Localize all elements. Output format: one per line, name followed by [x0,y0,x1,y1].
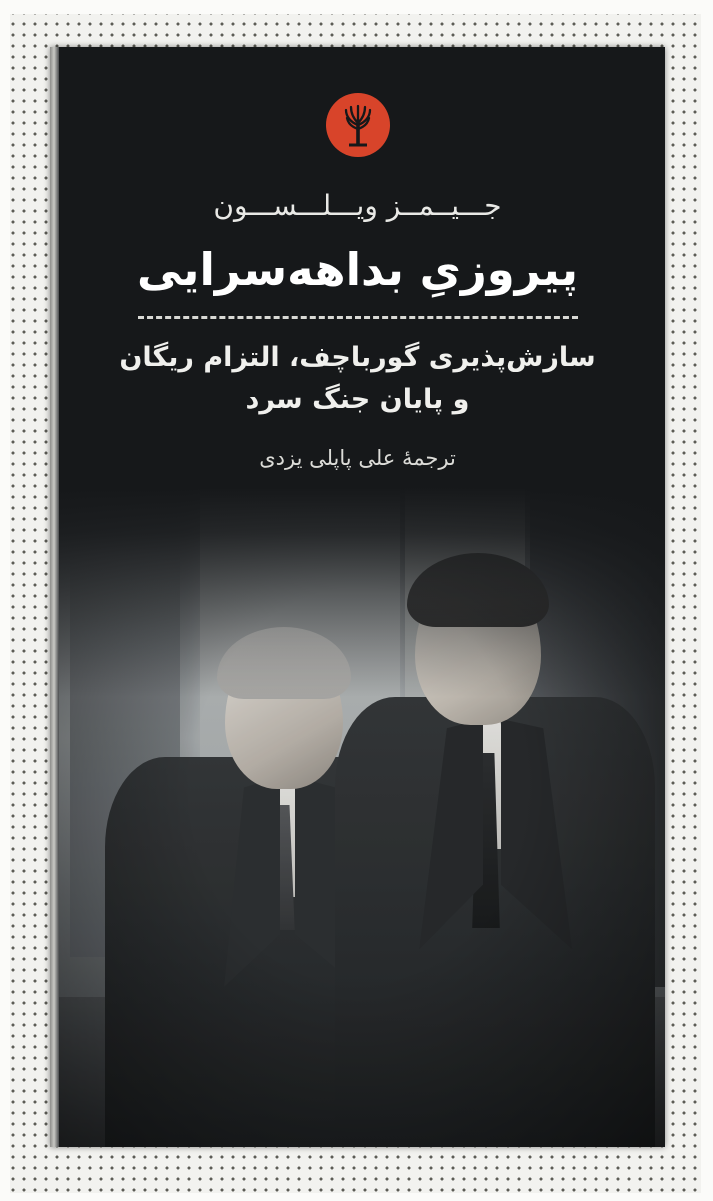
subtitle-line-2: و پایان جنگ سرد [245,383,470,415]
border-mask-right [701,0,713,1201]
translator-credit: ترجمهٔ علی پاپلی یزدی [259,446,456,471]
photo-top-fade [50,487,665,697]
cover-photograph [50,487,665,1147]
publisher-logo-wrap [50,93,665,157]
cover-text-block [78,189,637,470]
border-mask-top [0,0,713,14]
author-name: جـــیــمــز ویـــلـــســـون [213,189,502,222]
book-spine [50,47,59,1147]
border-mask-bottom [0,1193,713,1201]
book-title: پیروزیِ بداهه‌سرایی [137,243,578,296]
tree-icon [326,93,390,157]
tree-in-circle-logo [326,93,390,157]
book-cover [50,47,665,1147]
border-mask-left [0,0,10,1201]
subtitle-line-1: سازش‌پذیری گورباچف، التزام ریگان [119,341,596,373]
dashed-divider [138,316,578,319]
